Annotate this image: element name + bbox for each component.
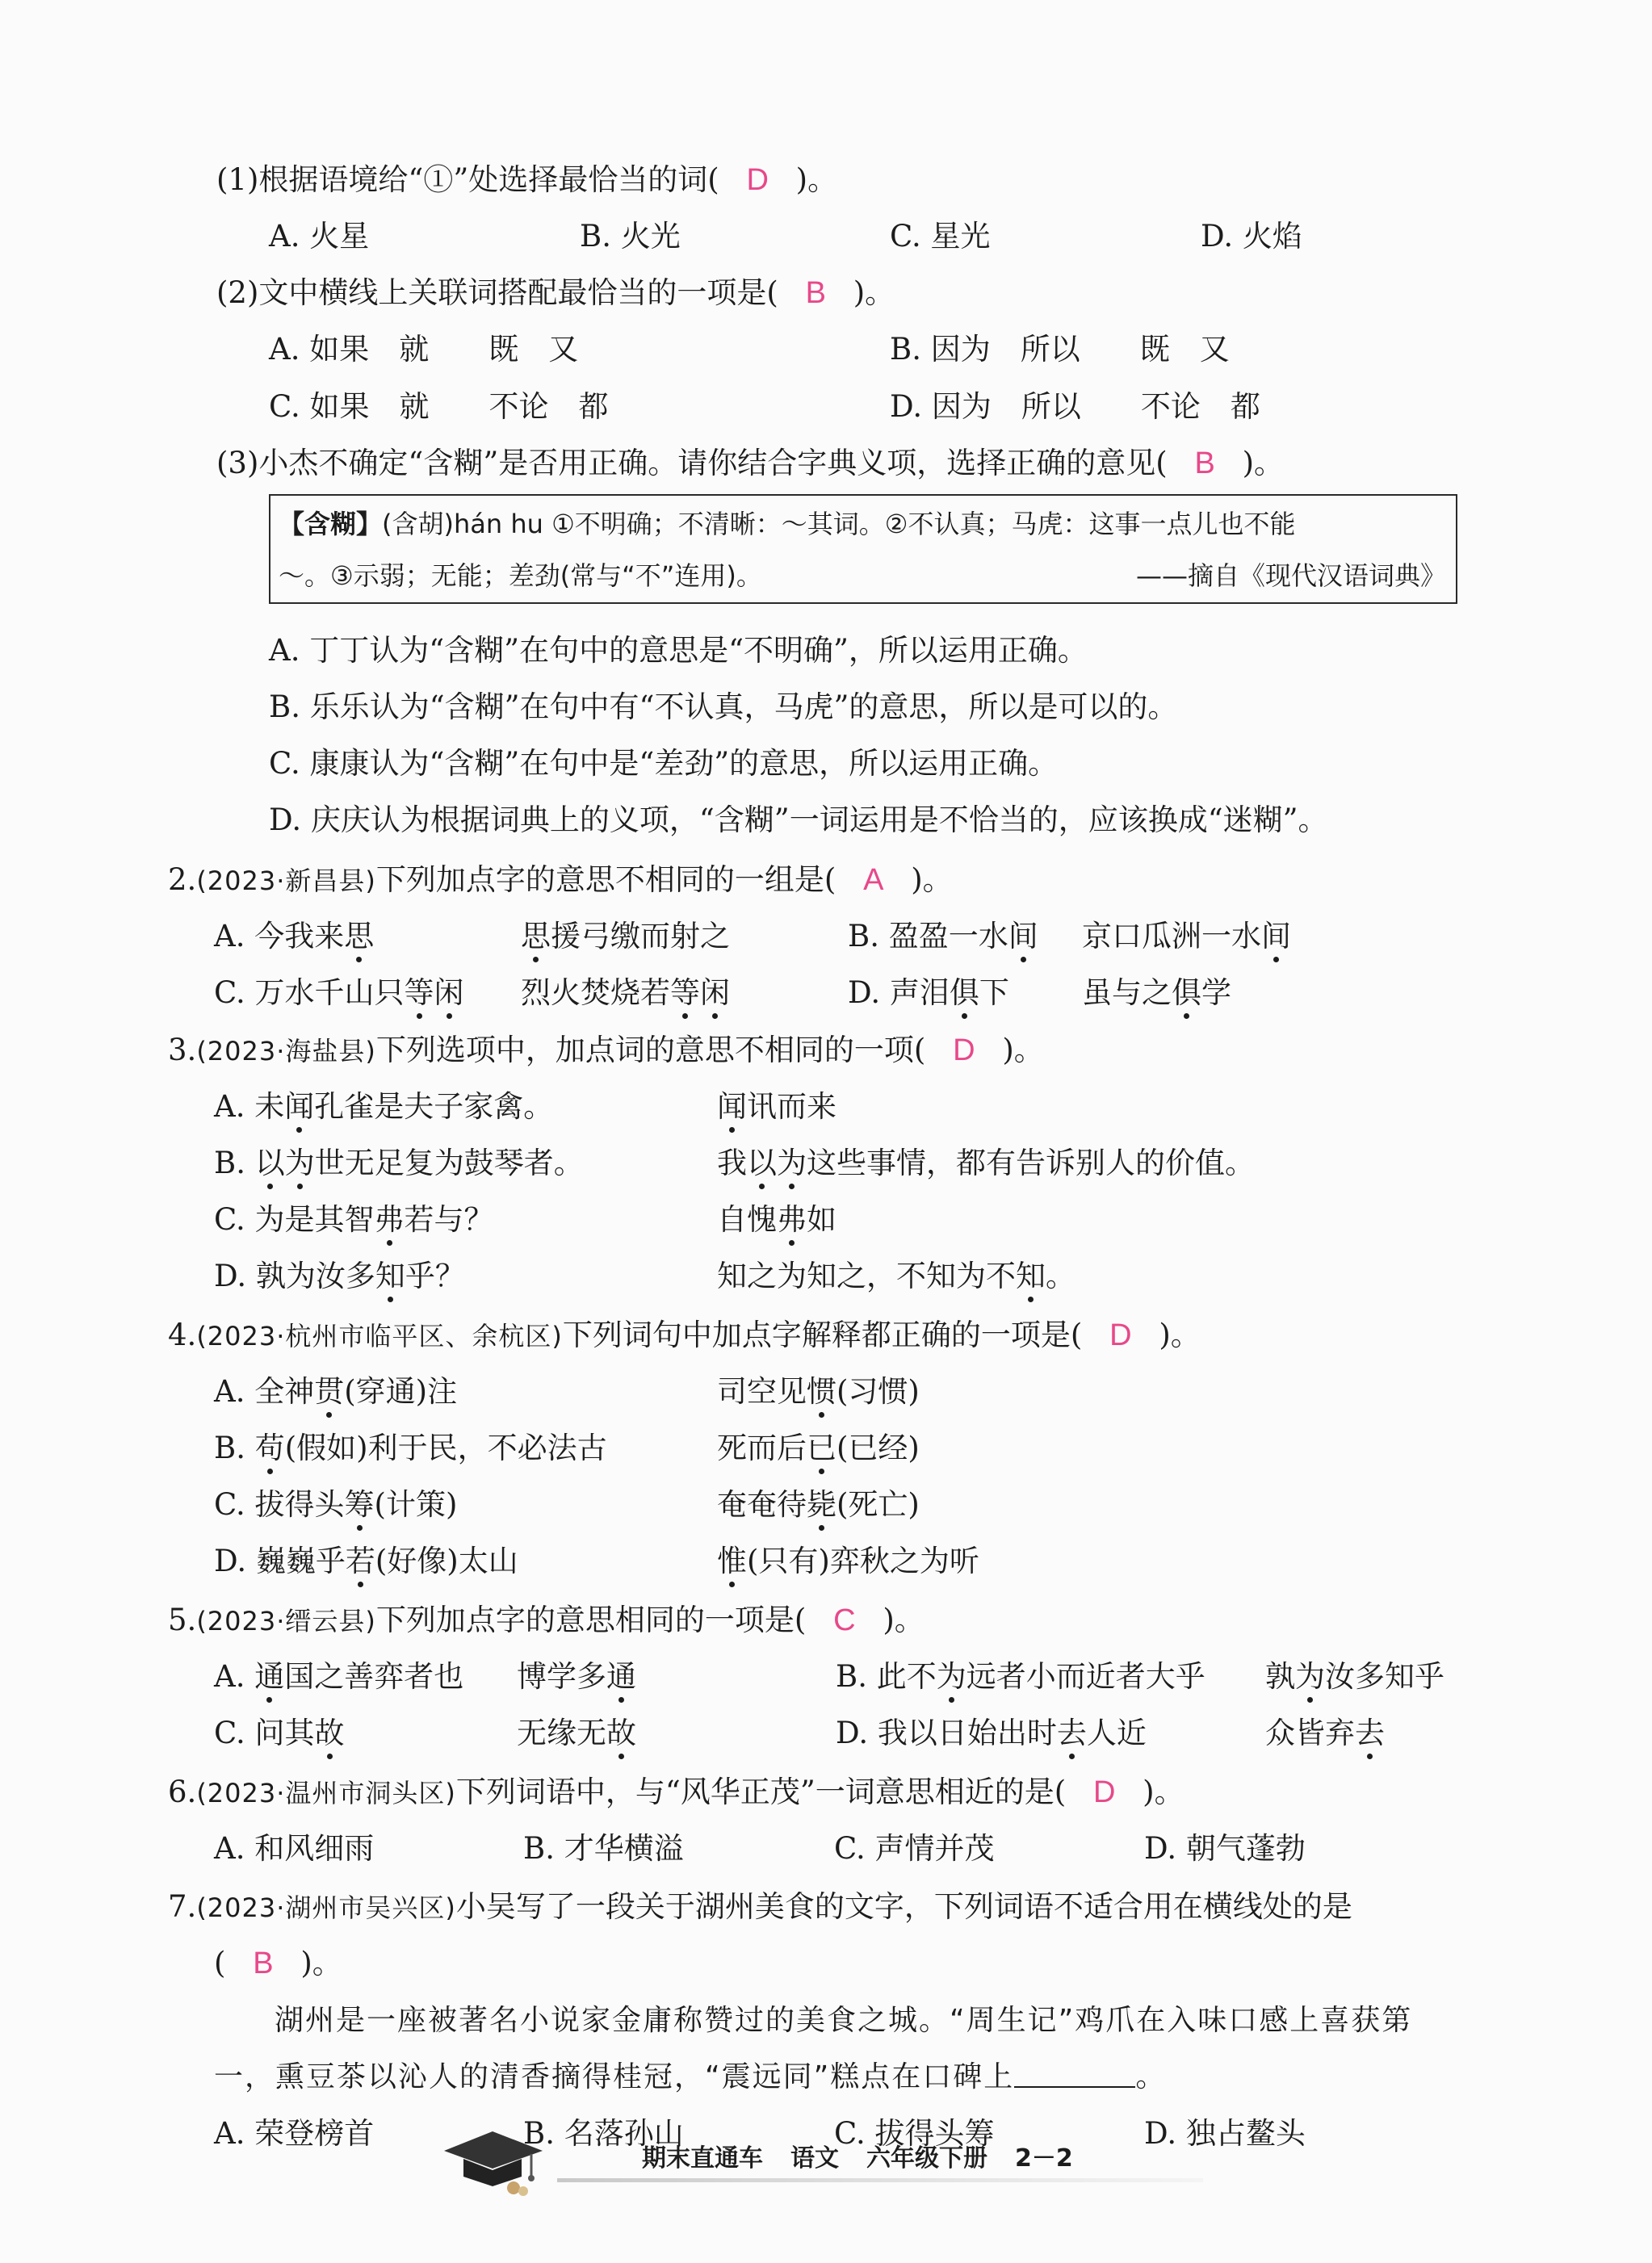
option-a: A. 火星 [269, 219, 370, 254]
question-source: (2023·缙云县) [196, 1606, 376, 1636]
option-b: B. 因为 所以 既 又 [890, 332, 1230, 367]
q4-option-b-pair: 死而后已(已经) [717, 1427, 920, 1469]
passage-text: 一，熏豆茶以沁人的清香摘得桂冠，“震远同”糕点在口碑上 [214, 2060, 1015, 2093]
q4-option-a: A. 全神贯(穿通)注 [214, 1371, 457, 1413]
question-number: 3. [168, 1033, 197, 1067]
q2-option-b: B. 盈盈一水间 [848, 916, 1038, 958]
q2-option-b-pair: 京口瓜洲一水间 [1082, 916, 1291, 958]
option-b: B. 火光 [580, 219, 681, 254]
q1-sub2-stem [216, 272, 895, 314]
q1-sub3-option-b: B. 乐乐认为“含糊”在句中有“不认真，马虎”的意思，所以是可以的。 [269, 689, 1178, 724]
q5-option-c: C. 问其故 [214, 1712, 345, 1754]
dictionary-entry-box [269, 494, 1457, 604]
q4-stem [168, 1314, 1201, 1356]
passage-text: 湖州是一座被著名小说家金庸称赞过的美食之城。“周生记”鸡爪在入味口感上喜获第 [275, 2004, 1413, 2037]
answer-mark: D [1109, 1318, 1132, 1352]
option-c: C. 声情并茂 [834, 1831, 995, 1866]
dict-line-1 [279, 504, 1295, 541]
answer-mark: D [746, 163, 769, 197]
passage-end: 。 [1135, 2059, 1166, 2093]
q4-option-c: C. 拔得头筹(计策) [214, 1484, 457, 1526]
grade: 六年级下册 [866, 2144, 987, 2173]
q4-option-a-pair: 司空见惯(习惯) [717, 1371, 920, 1413]
question-number: 2. [168, 862, 197, 897]
footer-rule [557, 2178, 1203, 2182]
q3-option-a: A. 未闻孔雀是夫子家禽。 [214, 1086, 553, 1128]
option-d: D. 朝气蓬勃 [1144, 1831, 1306, 1866]
question-number: 5. [168, 1603, 197, 1637]
stem-text: (3)小杰不确定“含糊”是否用正确。请你结合字典义项，选择正确的意见( [216, 446, 1168, 480]
option-a: A. 如果 就 既 又 [269, 332, 579, 367]
stem-end: )。 [883, 1603, 925, 1637]
q3-option-b-pair: 我以为这些事情，都有告诉别人的价值。 [717, 1142, 1255, 1184]
subject: 语文 [790, 2144, 839, 2173]
option-a: A. 和风细雨 [214, 1831, 375, 1866]
q1-sub3-option-c: C. 康康认为“含糊”在句中是“差劲”的意思，所以运用正确。 [269, 746, 1059, 781]
stem-end: )。 [1143, 1775, 1184, 1809]
q2-option-d-pair: 虽与之俱学 [1082, 972, 1231, 1014]
answer-mark: A [863, 863, 884, 897]
page-number: 2－2 [1015, 2144, 1073, 2173]
answer-mark: D [953, 1033, 975, 1067]
q6-stem [168, 1771, 1184, 1813]
question-number: 4. [168, 1318, 197, 1352]
q2-option-c: C. 万水千山只等闲 [214, 972, 464, 1014]
question-number: 6. [168, 1775, 197, 1809]
q5-option-b-pair: 孰为汝多知乎 [1265, 1656, 1444, 1698]
question-source: (2023·湖州市吴兴区) [196, 1892, 456, 1923]
answer-mark: D [1092, 1775, 1116, 1809]
fill-blank [1014, 2059, 1135, 2088]
stem-end: )。 [300, 1946, 342, 1980]
q1-sub3-stem [216, 442, 1284, 484]
stem-end: )。 [1159, 1318, 1201, 1352]
q4-option-b: B. 苟(假如)利于民，不必法古 [214, 1427, 607, 1469]
dict-line-2: ～。③示弱；无能；差劲(常与“不”连用)。 [279, 560, 762, 591]
q2-option-a: A. 今我来思 [214, 916, 374, 958]
q2-stem [168, 859, 953, 901]
stem-end: )。 [1242, 446, 1285, 480]
stem-end: )。 [853, 275, 895, 310]
q3-option-d: D. 孰为汝多知乎？ [214, 1255, 465, 1297]
q5-option-d: D. 我以日始出时去人近 [836, 1712, 1147, 1754]
answer-mark: B [253, 1947, 274, 1980]
footer-text [642, 2138, 1101, 2173]
option-b: B. 才华横溢 [523, 1831, 684, 1866]
stem-text: 下列加点字的意思相同的一项是( [375, 1603, 807, 1637]
question-source: (2023·海盐县) [196, 1036, 376, 1067]
stem-end: )。 [911, 862, 953, 897]
stem-text: 小吴写了一段关于湖州美食的文字，下列词语不适合用在横线处的是 [455, 1889, 1352, 1924]
option-a: A. 荣登榜首 [214, 2116, 375, 2151]
option-d: D. 独占鳌头 [1144, 2116, 1306, 2151]
q4-option-c-pair: 奄奄待毙(死亡) [717, 1484, 920, 1526]
q5-stem [168, 1599, 925, 1641]
graduation-cap-icon [436, 2120, 549, 2197]
option-b: B. 名落孙山 [523, 2116, 684, 2151]
q5-option-a: A. 通国之善弈者也 [214, 1656, 463, 1698]
q5-option-c-pair: 无缘无故 [517, 1712, 636, 1754]
dict-source: ——摘自《现代汉语词典》 [1135, 560, 1446, 591]
option-c: C. 星光 [890, 219, 991, 254]
q3-option-c: C. 为是其智弗若与？ [214, 1199, 494, 1241]
stem-text: (2)文中横线上关联词搭配最恰当的一项是( [216, 275, 778, 310]
question-source: (2023·温州市洞头区) [196, 1778, 456, 1808]
q3-option-b: B. 以为世无足复为鼓琴者。 [214, 1142, 584, 1184]
q5-option-a-pair: 博学多通 [517, 1656, 636, 1698]
answer-mark: C [833, 1603, 856, 1637]
stem-text: (1)根据语境给“①”处选择最恰当的词( [216, 162, 719, 197]
q5-option-b: B. 此不为远者小而近者大乎 [836, 1656, 1205, 1698]
q2-option-a-pair: 思援弓缴而射之 [521, 916, 730, 958]
question-number: 7. [168, 1889, 197, 1924]
answer-mark: B [805, 276, 826, 310]
stem-end: )。 [1002, 1033, 1044, 1067]
q3-option-a-pair: 闻讯而来 [717, 1086, 836, 1128]
q1-sub3-option-d: D. 庆庆认为根据词典上的义项，“含糊”一词运用是不恰当的，应该换成“迷糊”。 [269, 803, 1328, 837]
q7-passage-line2 [214, 2056, 1165, 2097]
book-title: 期末直通车 [642, 2144, 763, 2173]
q7-stem [168, 1886, 1352, 1928]
option-d: D. 因为 所以 不论 都 [890, 389, 1260, 424]
q4-option-d-pair: 惟(只有)弈秋之为听 [717, 1540, 979, 1582]
q7-passage-line1 [275, 1999, 1412, 2041]
q3-stem [168, 1029, 1044, 1071]
q2-option-d: D. 声泪俱下 [848, 972, 1009, 1014]
q3-option-c-pair: 自愧弗如 [717, 1199, 836, 1241]
dict-headword: 【含糊】 [279, 509, 383, 539]
stem-text: 下列选项中，加点词的意思不相同的一项( [375, 1033, 926, 1067]
stem-text: 下列加点字的意思不相同的一组是( [375, 862, 836, 897]
q5-option-d-pair: 众皆弃去 [1265, 1712, 1385, 1754]
option-c: C. 拔得头筹 [834, 2116, 995, 2151]
stem-text: 下列词句中加点字解释都正确的一项是( [562, 1318, 1083, 1352]
stem-text: 下列词语中，与“风华正茂”一词意思相近的是( [455, 1775, 1067, 1809]
answer-mark: B [1194, 446, 1215, 480]
q3-option-d-pair: 知之为知之，不知为不知。 [717, 1255, 1075, 1297]
option-c: C. 如果 就 不论 都 [269, 389, 609, 424]
page-footer [0, 2120, 1652, 2209]
dict-definition: (含胡)hán hu ①不明确；不清晰：～其词。②不认真；马虎：这事一点儿也不能 [382, 509, 1296, 539]
q7-stem-answer [214, 1942, 342, 1984]
q2-option-c-pair: 烈火焚烧若等闲 [521, 972, 730, 1014]
q4-option-d: D. 巍巍乎若(好像)太山 [214, 1540, 518, 1582]
q1-sub1-stem [216, 159, 837, 201]
question-source: (2023·杭州市临平区、余杭区) [196, 1321, 563, 1352]
stem-paren: ( [214, 1946, 226, 1980]
option-d: D. 火焰 [1201, 219, 1302, 254]
question-source: (2023·新昌县) [196, 865, 376, 896]
q1-sub3-option-a: A. 丁丁认为“含糊”在句中的意思是“不明确”，所以运用正确。 [269, 633, 1088, 668]
stem-end: )。 [795, 162, 838, 197]
